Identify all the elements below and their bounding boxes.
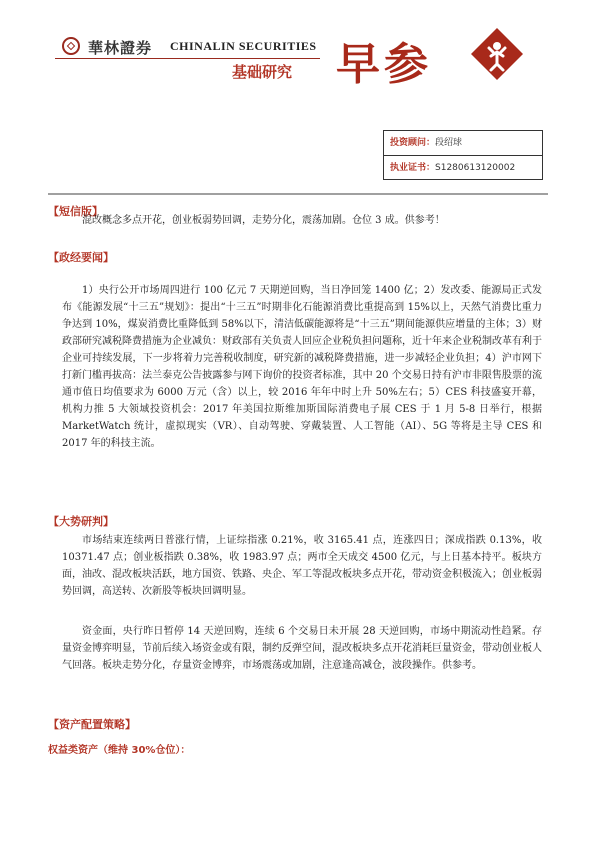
company-name-en: CHINALIN SECURITIES bbox=[170, 39, 317, 53]
sunrise-emblem-icon bbox=[469, 26, 525, 82]
certificate-number: S1280613120002 bbox=[435, 163, 516, 173]
company-logo-icon bbox=[62, 37, 80, 55]
trend-paragraph-2: 资金面，央行昨日暂停 14 天逆回购，连续 6 个交易日未开展 28 天逆回购，市场中期流动性趋紧。存量资金博弈明显，节前后续入场资金或有限，制约反弹空间，混改板块多点开花消耗巨量资金，带动创业板人气回落。板块走势分化，存量资金博弈，市场震荡或加剧，注意逢高减仓，波段操作。供参考。 bbox=[62, 626, 542, 671]
advisor-name: 段绍球 bbox=[435, 138, 463, 148]
certificate-label: 执业证书： bbox=[390, 163, 436, 173]
advisor-row bbox=[384, 131, 542, 155]
section-title-allocation: 【资产配置策略】 bbox=[48, 718, 136, 731]
trend-paragraph-1: 市场结束连续两日普涨行情，上证综指涨 0.21%，收 3165.41 点，连涨四日；深成指跌 0.13%，收 10371.47 点；创业板指跌 0.38%，收 1983.97 点；两市全天成交 4500 亿元，与上日基本持平。板块方面，油改、混改板块活跃，地方国资、铁路、央企、军工等混改板块多点开花，带动资金积极流入；创业板弱势回调，高送转、次新股等板块回调明显。 bbox=[62, 535, 542, 597]
report-header bbox=[0, 0, 595, 100]
section-title-brief: 【短信版】 bbox=[48, 205, 103, 218]
equity-allocation-label: 权益类资产（维持 30%仓位）： bbox=[48, 745, 191, 756]
company-name-cn: 華林證券 bbox=[88, 39, 153, 57]
certificate-row bbox=[384, 155, 542, 180]
policy-paragraph: 1）央行公开市场周四进行 100 亿元 7 天期逆回购，当日净回笼 1400 亿；2）发改委、能源局正式发布《能源发展“十三五”规划》：提出“十三五”时期非化石能源消费比重提高到 15%以上，天然气消费比重力争达到 10%，煤炭消费比重降低到 58%以下，清洁低碳能源将是“十三五”期间能源供应增量的主体；3）财政部研究减税降费措施为企业减负：财政部有关负责人回应企业税负担问题称，近十年来企业税制改革有利于企业可持续发展，下一步将着力完善税收制度，研究新的减税降费措施，进一步减轻企业负担；4）沪市网下打新门槛再拔高：法兰泰克公告披露参与网下询价的投资者标准，其中 20 个交易日持有沪市非限售股票的流通市值日均值要求为 6000 万元（含）以上，较 2016 年年中时上升 50%左右；5）CES 科技盛宴开幕，机构力推 5 大领域投资机会：2017 年美国拉斯维加斯国际消费电子展 CES 于 1 月 5-8 日举行，根据 MarketWatch 统计，虚拟现实（VR）、自动驾驶、穿戴装置、人工智能（AI）、5G 等将是主导 CES 和 2017 年的科技主流。 bbox=[62, 285, 542, 449]
department-title: 基础研究 bbox=[232, 63, 293, 81]
advisor-label: 投资顾问： bbox=[390, 138, 436, 148]
brief-paragraph: 混改概念多点开花，创业板弱势回调，走势分化，震荡加剧。仓位 3 成。供参考！ bbox=[82, 215, 445, 226]
content-divider bbox=[48, 193, 548, 195]
section-title-policy: 【政经要闻】 bbox=[48, 251, 114, 264]
section-title-trend: 【大势研判】 bbox=[48, 515, 114, 528]
analyst-info-box bbox=[383, 130, 543, 180]
report-title: 早参 bbox=[336, 39, 432, 90]
header-divider bbox=[55, 58, 320, 59]
